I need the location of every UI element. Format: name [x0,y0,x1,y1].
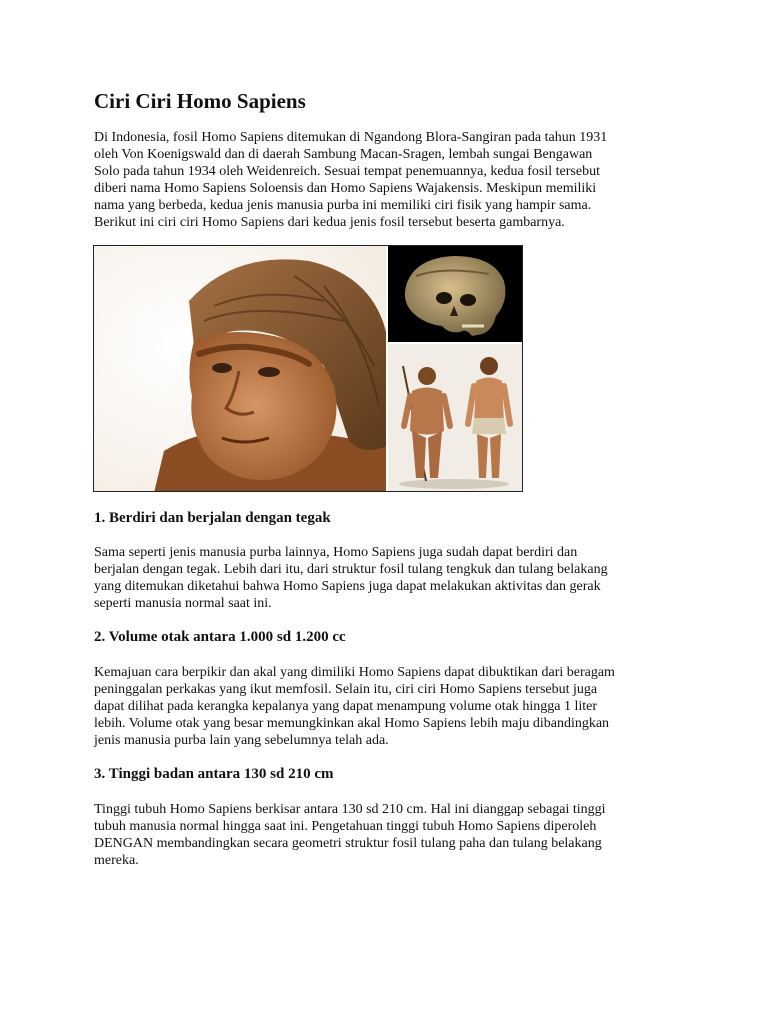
text-line: berjalan dengan tegak. Lebih dari itu, dari struktur fosil tulang tengkuk dan tulang belakang [94,562,608,577]
text-line: seperti manusia normal saat ini. [94,596,272,611]
text-line: Tinggi tubuh Homo Sapiens berkisar antara 130 sd 210 cm. Hal ini dianggap sebagai tinggi [94,802,606,817]
text-line: Berikut ini ciri ciri Homo Sapiens dari kedua jenis fosil tersebut beserta gambarnya. [94,215,565,230]
text-line: Sama seperti jenis manusia purba lainnya, Homo Sapiens juga sudah dapat berdiri dan [94,545,578,560]
text-line: DENGAN membandingkan secara geometri struktur fosil tulang paha dan tulang belakang [94,836,602,851]
face-reconstruction [94,246,387,492]
text-line: peninggalan perkakas yang ikut memfosil. Selain itu, ciri ciri Homo Sapiens tersebut juga [94,682,598,697]
text-line: Solo pada tahun 1934 oleh Weidenreich. Sesuai tempat penemuannya, kedua fosil tersebut [94,164,600,179]
text-line: nama yang berbeda, kedua jenis manusia purba ini memiliki ciri fisik yang hampir sama. [94,198,592,213]
text-line: lebih. Volume otak yang besar memungkinkan akal Homo Sapiens lebih maju dibandingkan [94,716,610,731]
text-line: jenis manusia purba lain yang sebelumnya telah ada. [94,733,389,748]
section-paragraph-3 [94,801,684,869]
section-heading-3: 3. Tinggi badan antara 130 sd 210 cm [94,766,334,782]
section-heading-2: 2. Volume otak antara 1.000 sd 1.200 cc [94,629,346,645]
text-line: tubuh manusia normal hingga saat ini. Pengetahuan tinggi tubuh Homo Sapiens diperoleh [94,819,597,834]
text-line: Di Indonesia, fosil Homo Sapiens ditemukan di Ngandong Blora-Sangiran pada tahun 1931 [94,130,608,145]
text-line: yang ditemukan diketahui bahwa Homo Sapiens juga dapat melakukan aktivitas dan gerak [94,579,601,594]
text-line: dapat dilihat pada kerangka kepalanya yang dapat menampung volume otak hingga 1 liter [94,699,598,714]
text-line: diberi nama Homo Sapiens Soloensis dan Homo Sapiens Wajakensis. Meskipun memiliki [94,181,597,196]
intro-paragraph [94,129,684,231]
homo-sapiens-illustration [93,245,523,492]
skull-fossil [387,246,523,343]
text-line: Kemajuan cara berpikir dan akal yang dimiliki Homo Sapiens dapat dibuktikan dari beragam [94,665,615,680]
section-paragraph-1 [94,544,684,612]
text-line: oleh Von Koenigswald dan di daerah Sambung Macan-Sragen, lembah sungai Bengawan [94,147,593,162]
section-paragraph-2 [94,664,684,749]
page-title: Ciri Ciri Homo Sapiens [94,89,306,113]
section-heading-1: 1. Berdiri dan berjalan dengan tegak [94,510,331,526]
text-line: mereka. [94,853,139,868]
two-early-humans-standing [387,343,523,492]
